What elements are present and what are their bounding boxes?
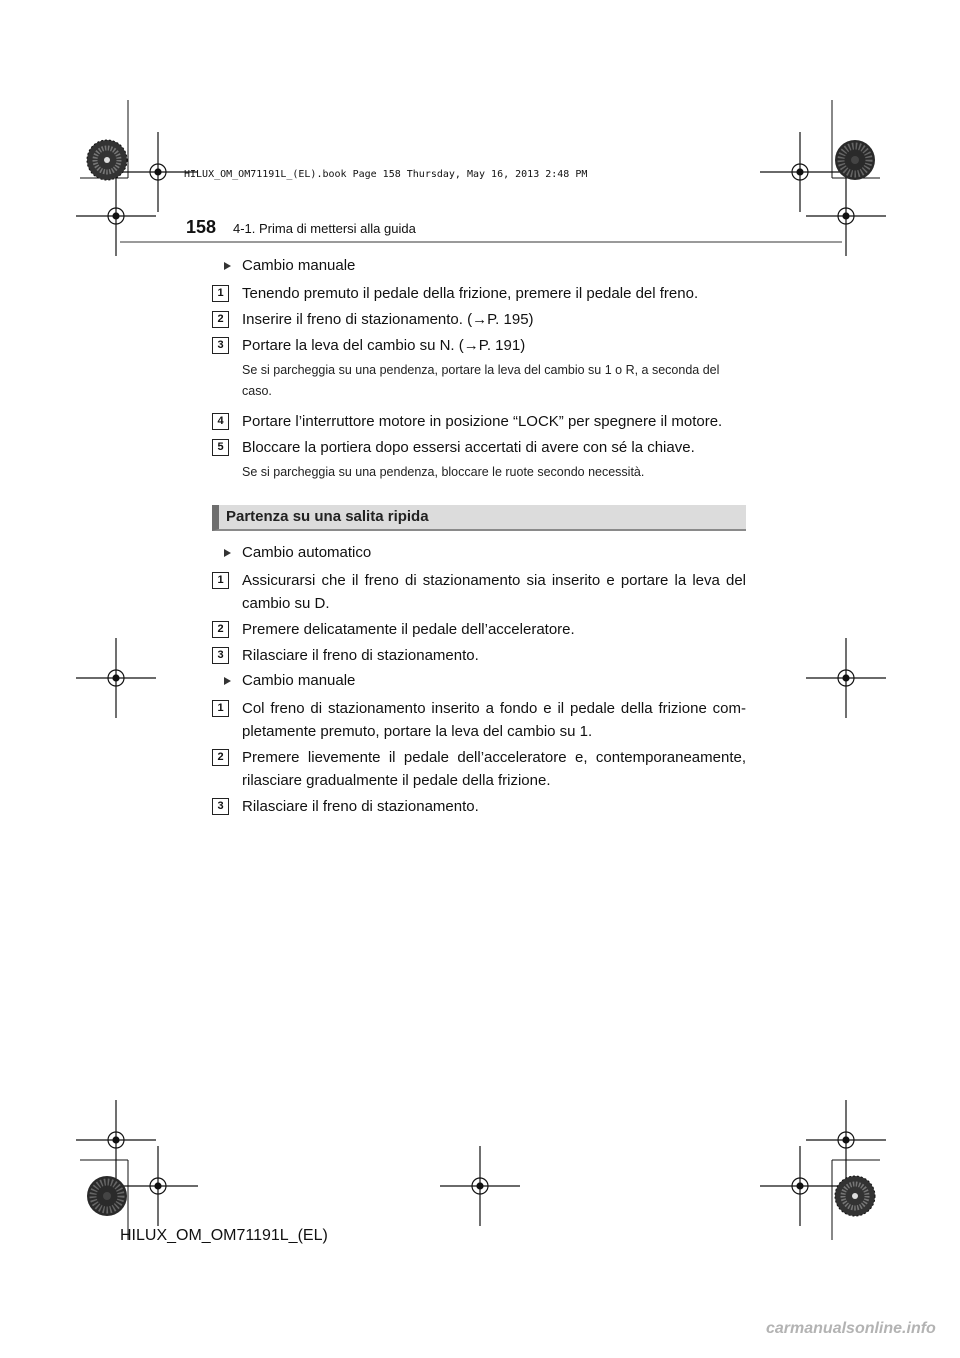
crosshair-lower-right [806, 1100, 886, 1180]
step-2: 2 Inserire il freno di stazionamento. (→P. 195) [212, 308, 746, 331]
main-content [212, 252, 746, 821]
step-number-box: 3 [212, 798, 229, 815]
book-info: HILUX_OM_OM71191L_(EL).book Page 158 Thursday, May 16, 2013 2:48 PM [184, 169, 588, 180]
note-slope-gear: Se si parcheggia su una pendenza, portare la leva del cambio su 1 o R, a seconda del caso. [242, 363, 720, 398]
step-number-box: 1 [212, 572, 229, 589]
auto-step-2: 2 Premere delicatamente il pedale dell’acceleratore. [212, 618, 746, 641]
step-4: 4 Portare l’interruttore motore in posizione “LOCK” per spegnere il motore. [212, 410, 746, 433]
step-5: 5 Bloccare la portiera dopo essersi accertati di avere con sé la chiave. [212, 436, 746, 459]
crosshair-lower-left [76, 1100, 156, 1180]
subheading-manual-2: Cambio manuale [212, 671, 746, 690]
triangle-bullet-icon [224, 262, 231, 270]
manual-step-3: 3 Rilasciare il freno di stazionamento. [212, 795, 746, 818]
step-number-box: 2 [212, 621, 229, 638]
step-number-box: 4 [212, 413, 229, 430]
header-rule [120, 241, 842, 243]
page-number: 158 [186, 217, 217, 237]
crosshair-top-right [760, 132, 840, 212]
crosshair-mid-left [76, 638, 156, 718]
section-heading: Partenza su una salita ripida [212, 505, 746, 531]
starburst-top-right [835, 140, 875, 180]
step-number-box: 3 [212, 337, 229, 354]
step-number-box: 1 [212, 700, 229, 717]
crosshair-upper-right [806, 176, 886, 256]
starburst-bottom-left [87, 1176, 127, 1216]
footer-code: HILUX_OM_OM71191L_(EL) [120, 1227, 328, 1244]
step-number-box: 3 [212, 647, 229, 664]
step-1: 1 Tenendo premuto il pedale della frizione, premere il pedale del freno. [212, 282, 746, 305]
auto-step-3: 3 Rilasciare il freno di stazionamento. [212, 644, 746, 667]
crosshair-bottom-left [118, 1146, 198, 1226]
crosshair-mid-right [806, 638, 886, 718]
crosshair-bottom-right [760, 1146, 840, 1226]
manual-step-1: 1 Col freno di stazionamento inserito a fondo e il pedale della frizione com-pletamente premuto, portare la leva del cambio su 1. [212, 697, 746, 743]
step-number-box: 2 [212, 311, 229, 328]
triangle-bullet-icon [224, 677, 231, 685]
triangle-bullet-icon [224, 549, 231, 557]
step-3: 3 Portare la leva del cambio su N. (→P. 191) [212, 334, 746, 357]
crosshair-upper-left [76, 176, 156, 256]
manual-step-2: 2 Premere lievemente il pedale dell’acceleratore e, contemporaneamente, rilasciare gradualmente il pedale della frizione. [212, 746, 746, 792]
crosshair-bottom-center [440, 1146, 520, 1226]
step-number-box: 2 [212, 749, 229, 766]
starburst-top-left [87, 140, 127, 180]
note-slope-wheels: Se si parcheggia su una pendenza, bloccare le ruote secondo necessità. [242, 465, 645, 479]
subheading-manual-1: Cambio manuale [212, 256, 746, 275]
starburst-bottom-right [835, 1176, 875, 1216]
auto-step-1: 1 Assicurarsi che il freno di stazionamento sia inserito e portare la leva del cambio su D. [212, 569, 746, 615]
step-number-box: 1 [212, 285, 229, 302]
step-number-box: 5 [212, 439, 229, 456]
subheading-automatic: Cambio automatico [212, 543, 746, 562]
watermark: carmanualsonline.info [766, 1320, 936, 1337]
chapter-title: 4-1. Prima di mettersi alla guida [233, 221, 416, 236]
